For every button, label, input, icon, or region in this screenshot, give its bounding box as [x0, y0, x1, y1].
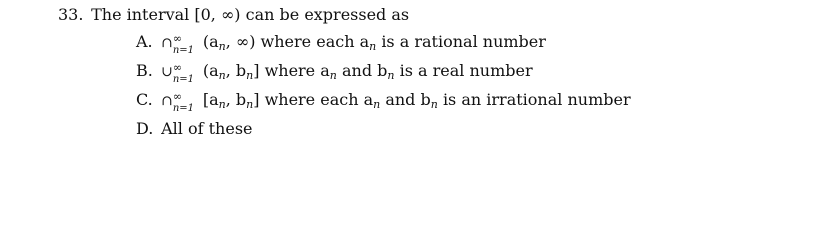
options-list — [136, 32, 818, 139]
interval-mid: , b — [225, 61, 247, 80]
subscript: n — [218, 98, 226, 111]
interval-end: ] — [253, 61, 260, 80]
lower-limit: n=1 — [172, 74, 195, 85]
interval-start: [a — [202, 90, 219, 109]
interval-open — [203, 32, 256, 51]
option-text-end: is a rational number — [381, 32, 546, 51]
interval — [203, 90, 260, 109]
interval-start: (a — [202, 61, 219, 80]
option-a[interactable] — [136, 32, 818, 56]
option-text: All of these — [161, 119, 253, 138]
interval — [203, 61, 260, 80]
question-text: The interval [0, ∞) can be expressed as — [91, 5, 410, 24]
option-letter: C. — [136, 90, 153, 109]
text-subscript: n — [430, 98, 438, 111]
option-text: where each a — [264, 90, 374, 109]
option-letter: D. — [136, 119, 154, 138]
operator-limits — [172, 32, 203, 56]
option-text-mid: and b — [341, 61, 388, 80]
upper-limit: ∞ — [172, 61, 182, 74]
option-text: where a — [264, 61, 330, 80]
intersection-operator: ∩ — [161, 93, 173, 109]
question-stem — [58, 4, 818, 26]
option-d[interactable] — [136, 119, 818, 139]
option-b[interactable] — [136, 61, 818, 85]
interval-end: ] — [253, 90, 260, 109]
operator-limits — [172, 61, 203, 85]
option-text: where each a — [260, 32, 370, 51]
operator-limits — [172, 90, 203, 114]
option-letter: A. — [136, 32, 153, 51]
text-subscript: n — [373, 98, 381, 111]
interval-end: , ∞) — [225, 32, 256, 51]
subscript: n — [218, 69, 226, 82]
text-subscript: n — [369, 40, 377, 53]
option-text-mid: and b — [385, 90, 431, 109]
option-letter: B. — [136, 61, 153, 80]
text-subscript: n — [387, 69, 395, 82]
subscript: n — [246, 98, 254, 111]
subscript: n — [246, 69, 254, 82]
intersection-operator: ∩ — [161, 35, 173, 51]
interval-start: (a — [202, 32, 219, 51]
option-text-end: is an irrational number — [442, 90, 631, 109]
interval-mid: , b — [225, 90, 247, 109]
upper-limit: ∞ — [172, 90, 182, 103]
option-text-end: is a real number — [399, 61, 533, 80]
question-33 — [58, 4, 818, 148]
question-number: 33. — [58, 5, 84, 24]
union-operator: ∪ — [161, 64, 173, 80]
text-subscript: n — [329, 69, 337, 82]
lower-limit: n=1 — [172, 45, 195, 56]
lower-limit: n=1 — [172, 103, 195, 114]
upper-limit: ∞ — [172, 32, 182, 45]
subscript: n — [218, 40, 226, 53]
option-c[interactable] — [136, 90, 818, 114]
